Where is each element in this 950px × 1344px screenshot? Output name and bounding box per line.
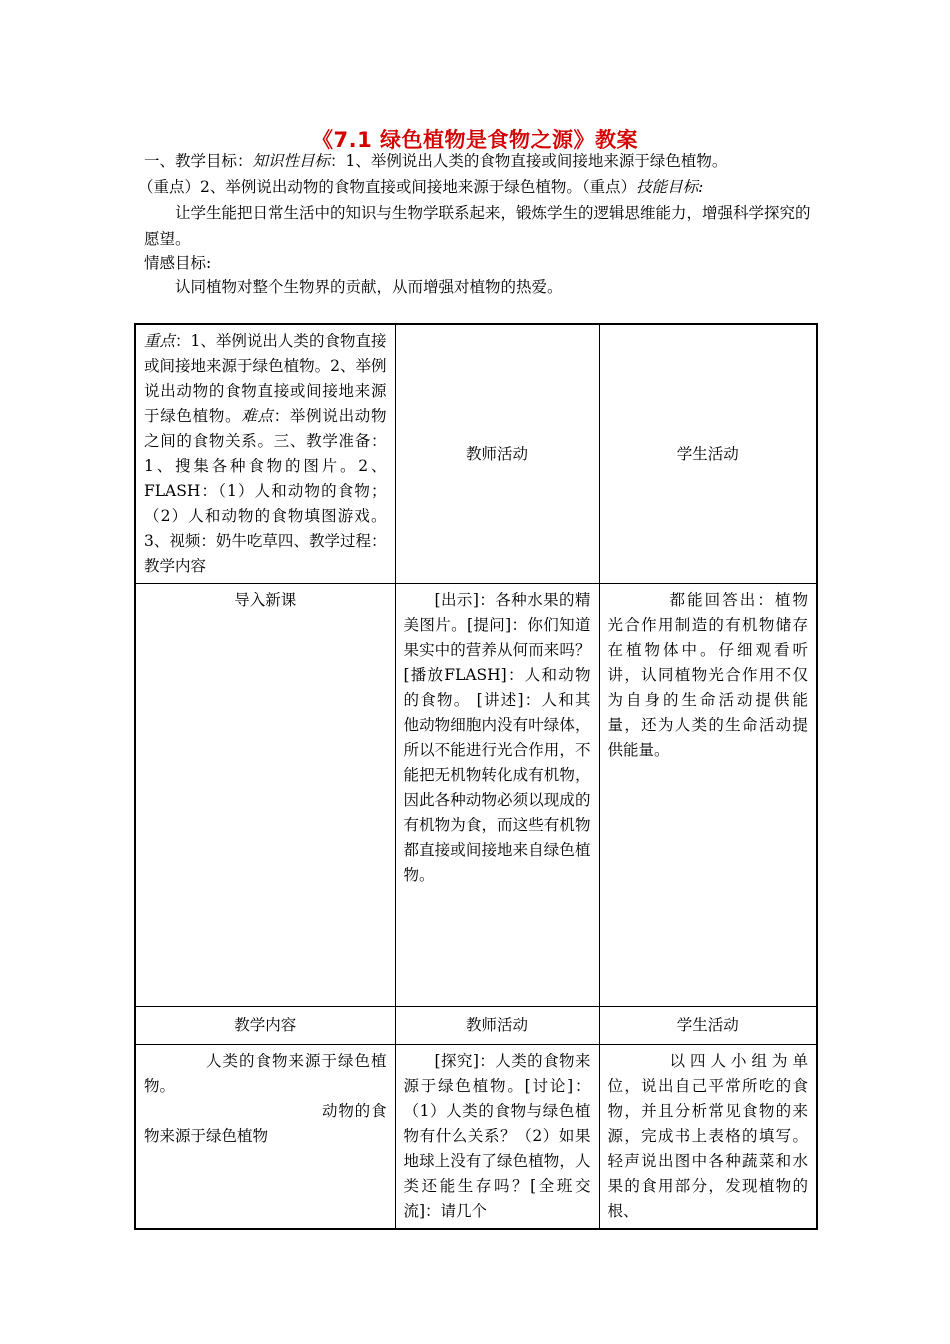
intro-teacher-text: [出示]：各种水果的精美图片。[提问]：你们知道果实中的营养从何而来吗？[播放FLASH]：人和动物的食物。 [讲述]：人和其他动物细胞内没有叶绿体，所以不能进行光合作用，不能把无机物转化成有机物，因此各种动物必须以现成的有机物为食，而这些有机物都直接或间接地来自绿色植物。 bbox=[403, 591, 591, 884]
objectives-line-1 bbox=[144, 148, 824, 174]
student-activity-header-2: 学生活动 bbox=[599, 1007, 817, 1045]
table-row bbox=[135, 584, 817, 1007]
student-activity-text: 以四人小组为单位，说出自己平常所吃的食物，并且分析常见食物的来源，完成书上表格的填写。 轻声说出图中各种蔬菜和水果的食用部分，发现植物的根、 bbox=[607, 1052, 808, 1220]
emotion-text: 认同植物对整个生物界的贡献，从而增强对植物的热爱。 bbox=[175, 278, 563, 296]
table-row bbox=[135, 324, 817, 584]
table-row bbox=[135, 1045, 817, 1230]
skill-text: 让学生能把日常生活中的知识与生物学联系起来，锻炼学生的逻辑思维能力，增强科学探究的愿望。 bbox=[144, 204, 811, 248]
content-cell bbox=[135, 1045, 395, 1230]
objectives-prefix: 一、教学目标： bbox=[144, 152, 253, 170]
content-item-2: 动物的食物来源于绿色植物 bbox=[144, 1102, 387, 1145]
skill-label: 技能目标: bbox=[636, 178, 704, 196]
intro-student-text: 都能回答出：植物光合作用制造的有机物储存在植物体中。仔细观看听讲，认同植物光合作用不仅为自身的生命活动提供能量，还为人类的生命活动提供能量。 bbox=[607, 591, 808, 759]
student-activity-header: 学生活动 bbox=[599, 324, 817, 584]
difficulty-label: 难点 bbox=[241, 407, 274, 425]
key-points-cell bbox=[135, 324, 395, 584]
teacher-activity-header-2: 教师活动 bbox=[395, 1007, 599, 1045]
objectives-line1-text: ：1、举例说出人类的食物直接或间接地来源于绿色植物。 bbox=[330, 152, 728, 170]
key-point-label: 重点 bbox=[144, 332, 176, 350]
table-row bbox=[135, 1007, 817, 1045]
intro-label-cell: 导入新课 bbox=[135, 584, 395, 1007]
lesson-table bbox=[134, 323, 818, 1230]
teacher-activity-cell bbox=[395, 1045, 599, 1230]
student-activity-cell bbox=[599, 1045, 817, 1230]
objectives-line2-text: （重点）2、举例说出动物的食物直接或间接地来源于绿色植物。（重点） bbox=[138, 178, 637, 196]
teacher-activity-text: [探究]：人类的食物来源于绿色植物。[讨论]：（1）人类的食物与绿色植物有什么关系？（2）如果地球上没有了绿色植物，人类还能生存吗？[全班交流]：请几个 bbox=[403, 1052, 591, 1220]
knowledge-label: 知识性目标 bbox=[252, 152, 331, 170]
intro-teacher-cell bbox=[395, 584, 599, 1007]
key-point-text: ：1、举例说出人类的食物直接或间接地来源于绿色植物。2、举例说出动物的食物直接或间接地来源于绿色植物。 bbox=[144, 332, 387, 425]
document-title: 《7.1 绿色植物是食物之源》教案 bbox=[311, 128, 638, 152]
content-item-1: 人类的食物来源于绿色植物。 bbox=[144, 1052, 387, 1095]
intro-student-cell bbox=[599, 584, 817, 1007]
objectives-line-2 bbox=[138, 174, 818, 200]
content-header: 教学内容 bbox=[135, 1007, 395, 1045]
difficulty-text: ：举例说出动物之间的食物关系。三、教学准备：1、搜集各种食物的图片。2、FLASH：（1）人和动物的食物；（2）人和动物的食物填图游戏。3、视频：奶牛吃草四、教学过程：教学内容 bbox=[144, 407, 387, 575]
teacher-activity-header: 教师活动 bbox=[395, 324, 599, 584]
emotion-label: 情感目标: bbox=[144, 254, 212, 272]
